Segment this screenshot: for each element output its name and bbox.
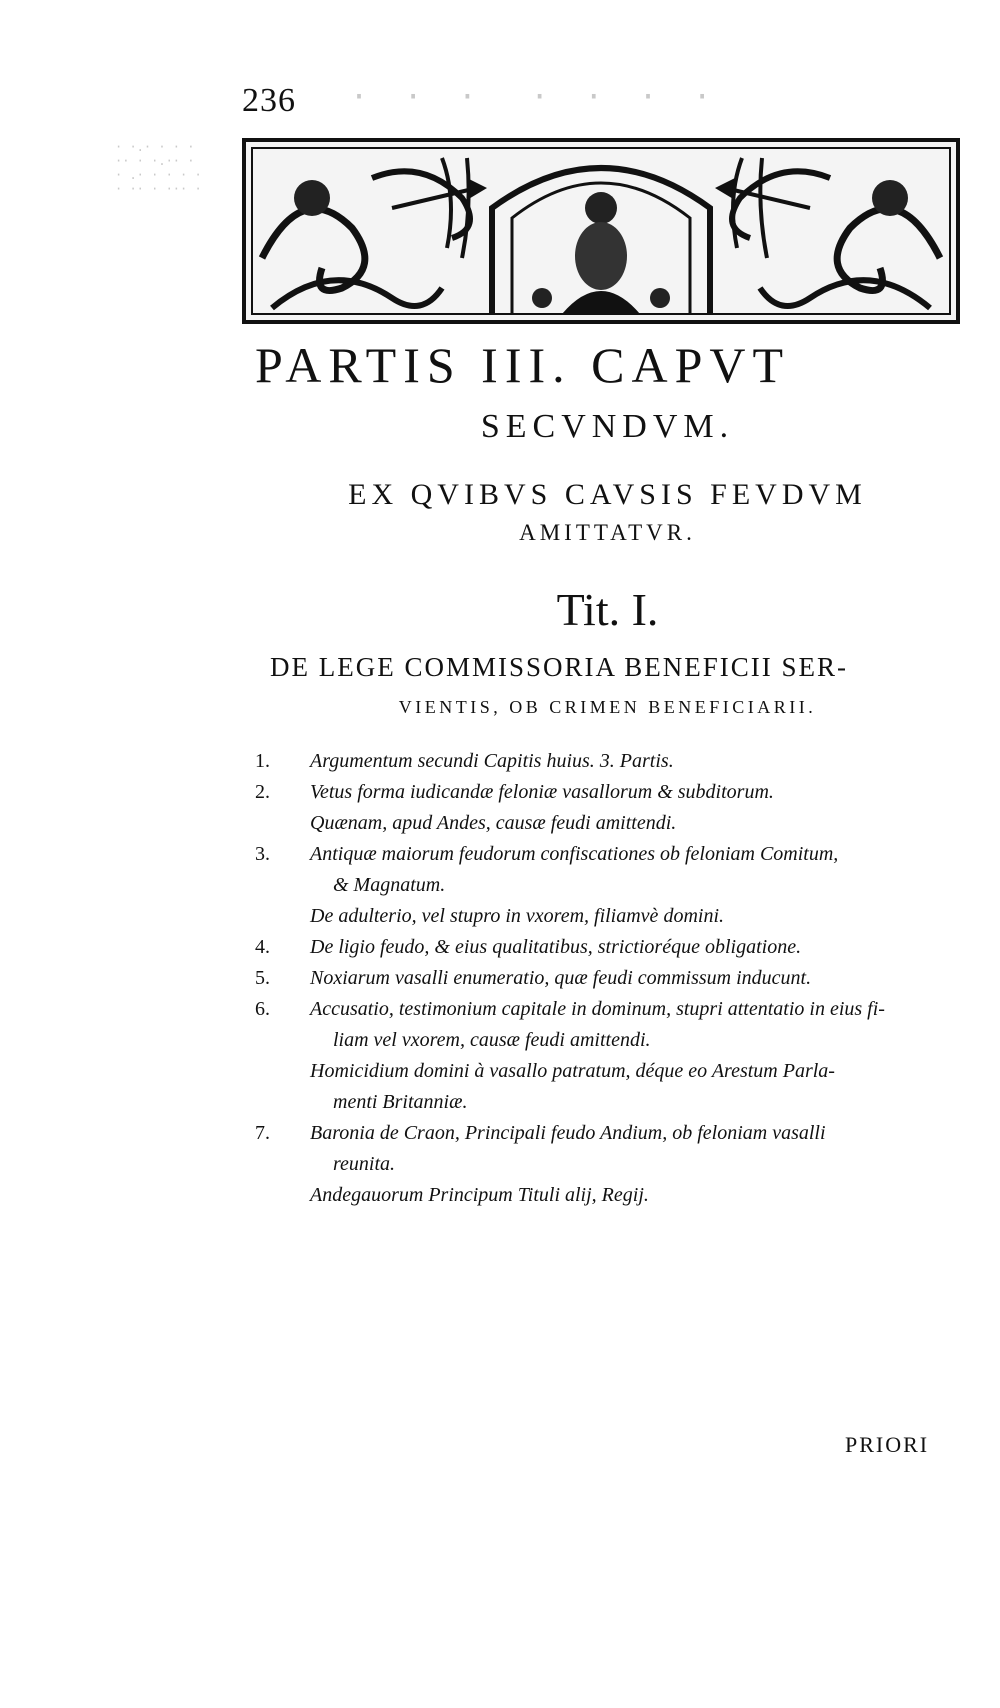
summary-item bbox=[0, 1122, 1000, 1152]
chapter-topic-line1: EX QVIBVS CAVSIS FEVDVM bbox=[348, 478, 867, 511]
summary-item-number: 5. bbox=[255, 967, 270, 989]
summary-item bbox=[0, 812, 1000, 842]
summary-item bbox=[0, 781, 1000, 811]
summary-item-number: 7. bbox=[255, 1122, 270, 1144]
summary-item-text: Homicidium domini à vasallo patratum, déque eo Arestum Parla- bbox=[310, 1060, 835, 1082]
summary-item bbox=[0, 905, 1000, 935]
bleed-through-top: · · · · · · · bbox=[350, 80, 712, 115]
summary-item-text: reunita. bbox=[333, 1153, 396, 1175]
summary-item-text: Quænam, apud Andes, causæ feudi amittendi. bbox=[310, 812, 677, 834]
ornament-headpiece bbox=[242, 138, 960, 324]
bleed-through-left: · ·.· · · · ·· · ·.·· · · .· · · · · · ·· · ··· · bbox=[115, 140, 202, 196]
catchword: PRIORI bbox=[845, 1432, 930, 1457]
summary-item bbox=[0, 998, 1000, 1028]
chapter-title: PARTIS III. CAPVT bbox=[255, 337, 791, 393]
summary-item-text: Vetus forma iudicandæ feloniæ vasallorum & subditorum. bbox=[310, 781, 774, 803]
summary-item-text: De adulterio, vel stupro in vxorem, filiamvè domini. bbox=[310, 905, 724, 927]
summary-item-text: De ligio feudo, & eius qualitatibus, strictioréque obligatione. bbox=[310, 936, 802, 958]
summary-item-text: Accusatio, testimonium capitale in dominum, stupri attentatio in eius fi- bbox=[310, 998, 885, 1020]
summary-item bbox=[0, 967, 1000, 997]
summary-item bbox=[0, 1184, 1000, 1214]
summary-item bbox=[0, 874, 1000, 904]
summary-item-number: 3. bbox=[255, 843, 270, 865]
summary-item bbox=[0, 1060, 1000, 1090]
summary-item bbox=[0, 1153, 1000, 1183]
rubric-line2: VIENTIS, OB CRIMEN BENEFICIARII. bbox=[398, 697, 817, 717]
summary-item-text: Baronia de Craon, Principali feudo Andium, ob feloniam vasalli bbox=[310, 1122, 826, 1144]
summary-item bbox=[0, 750, 1000, 780]
title-heading: Tit. I. bbox=[556, 584, 659, 635]
summary-item-text: menti Britanniæ. bbox=[333, 1091, 468, 1113]
summary-item bbox=[0, 843, 1000, 873]
summary-item-number: 6. bbox=[255, 998, 270, 1020]
summary-item-text: Antiquæ maiorum feudorum confiscationes ob feloniam Comitum, bbox=[310, 843, 839, 865]
chapter-title-continued: SECVNDVM. bbox=[480, 408, 735, 445]
summary-item bbox=[0, 1091, 1000, 1121]
rubric-line1: DE LEGE COMMISSORIA BENEFICII SER- bbox=[270, 652, 849, 682]
summary-item-text: liam vel vxorem, causæ feudi amittendi. bbox=[333, 1029, 651, 1051]
summary-item-number: 1. bbox=[255, 750, 270, 772]
summary-item-text: & Magnatum. bbox=[333, 874, 446, 896]
summary-item-text: Noxiarum vasalli enumeratio, quæ feudi commissum inducunt. bbox=[310, 967, 812, 989]
summary-item-number: 4. bbox=[255, 936, 270, 958]
summary-item-text: Argumentum secundi Capitis huius. 3. Partis. bbox=[310, 750, 674, 772]
summary-item bbox=[0, 936, 1000, 966]
summary-item bbox=[0, 1029, 1000, 1059]
summary-item-text: Andegauorum Principum Tituli alij, Regij. bbox=[310, 1184, 649, 1206]
summary-item-number: 2. bbox=[255, 781, 270, 803]
page-number: 236 bbox=[242, 82, 296, 119]
chapter-topic-line2: AMITTATVR. bbox=[519, 520, 696, 545]
